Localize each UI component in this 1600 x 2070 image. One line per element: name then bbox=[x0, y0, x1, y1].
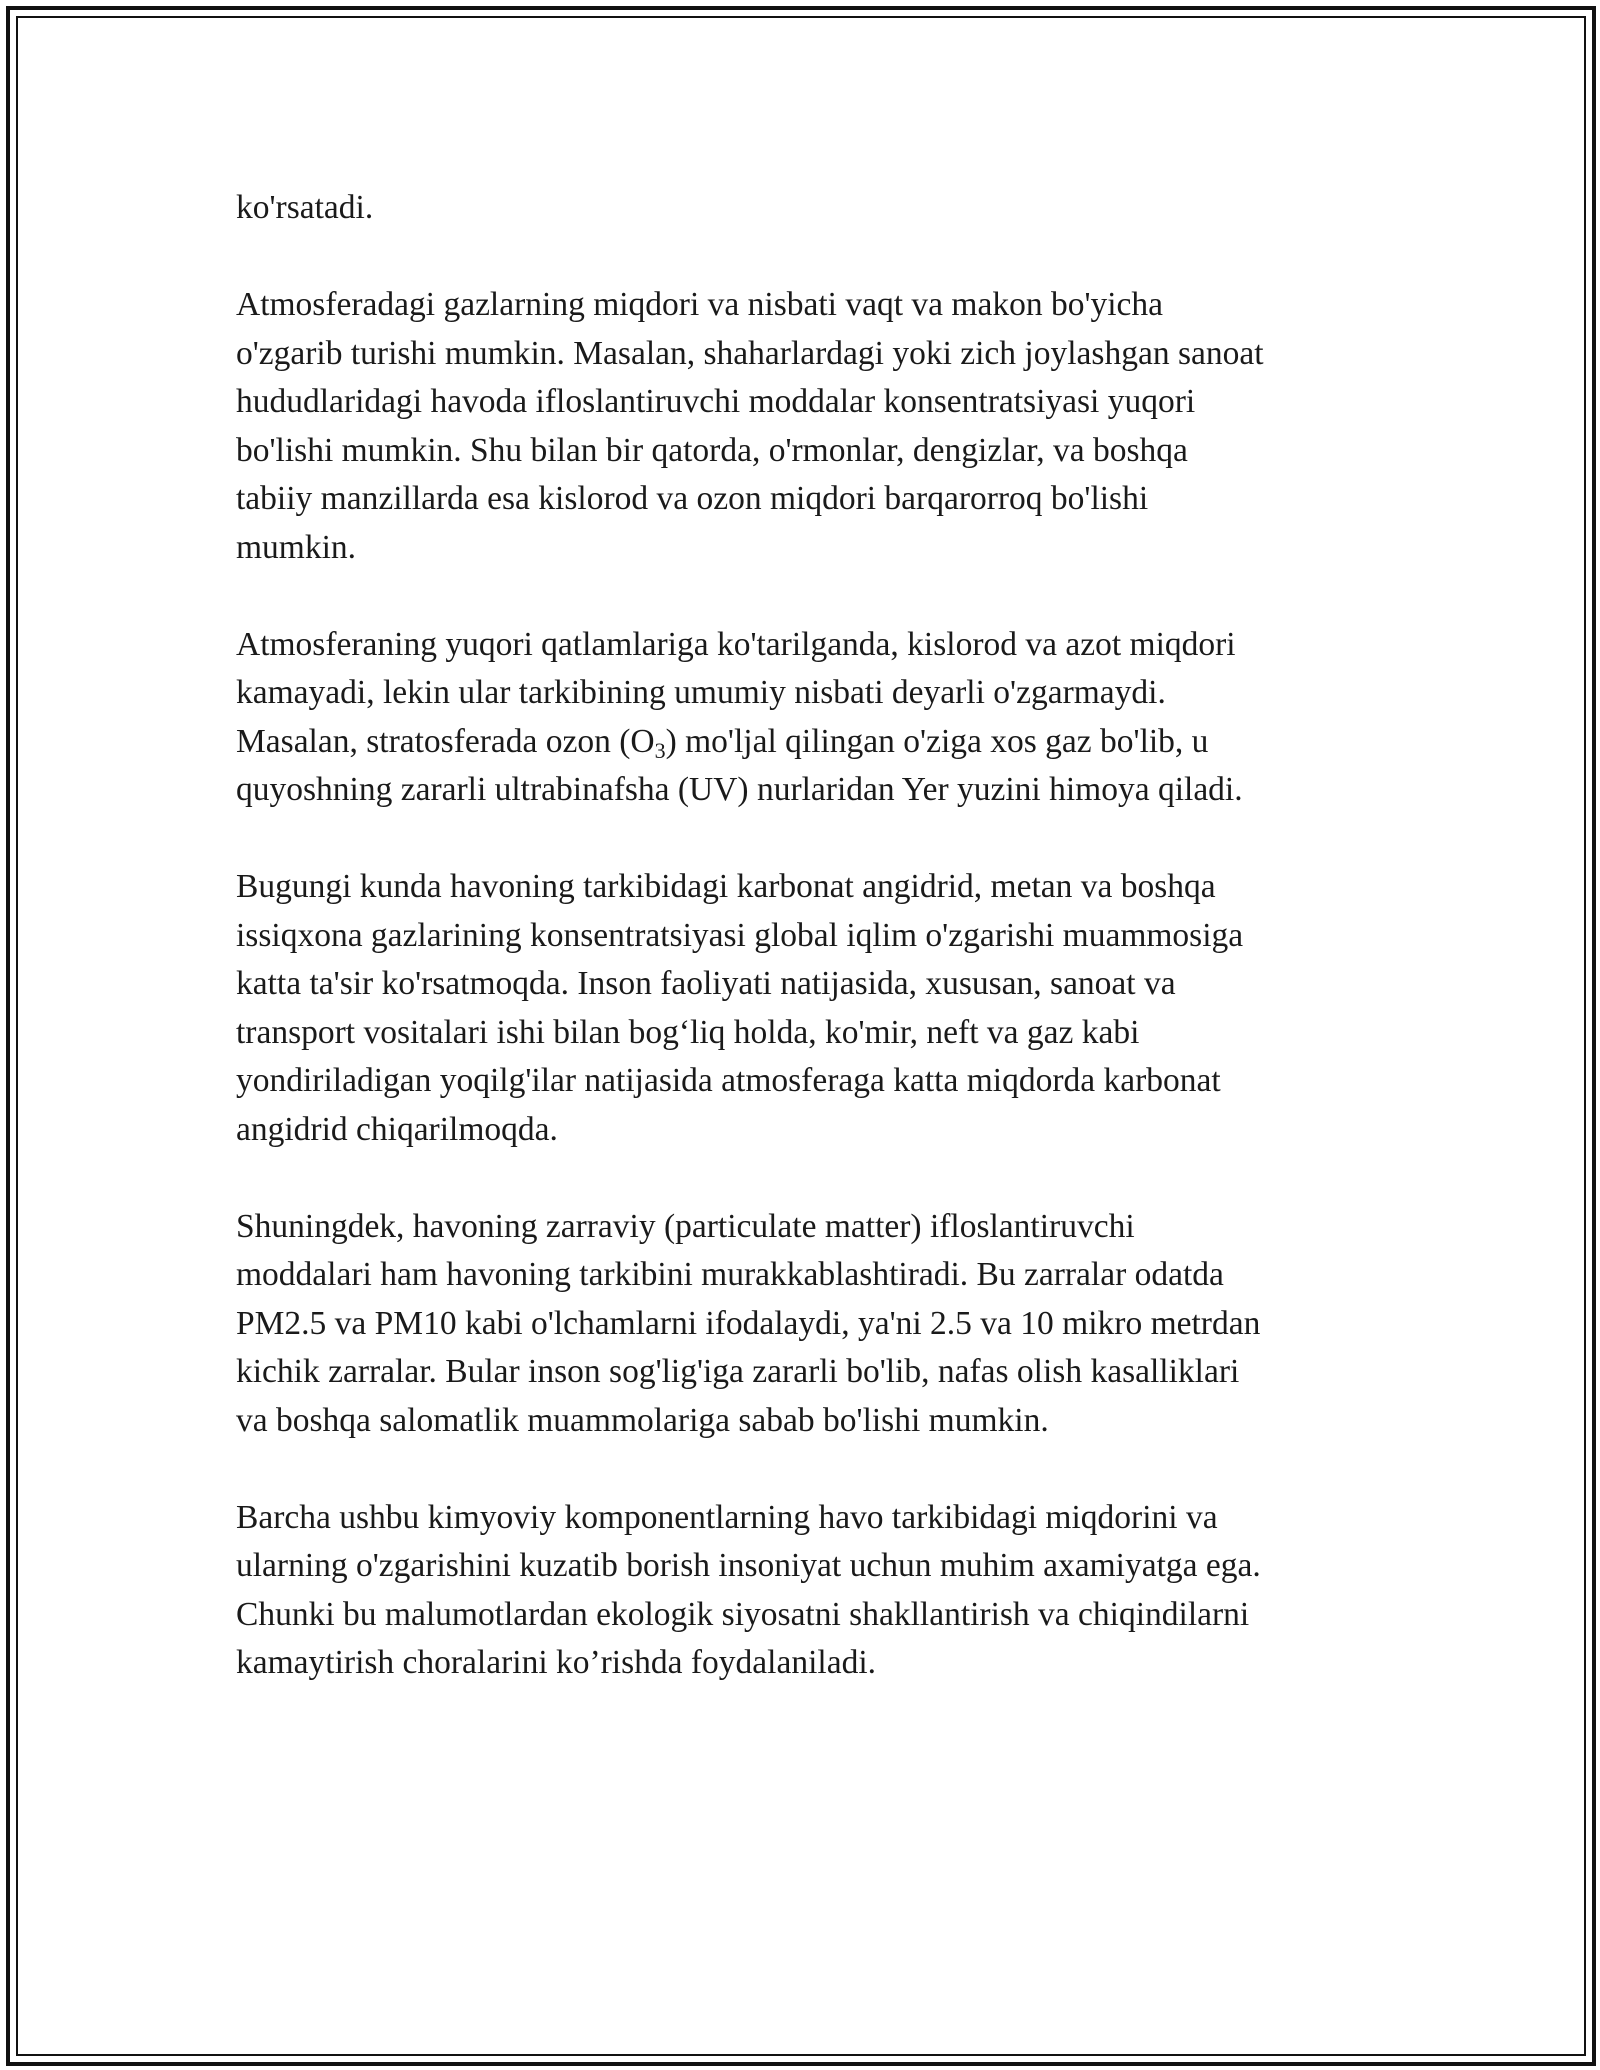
paragraph-4: Bugungi kunda havoning tarkibidagi karbonat angidrid, metan va boshqa issiqxona gazlarining konsentratsiyasi global iqlim o'zgarishi muammosiga katta ta'sir ko'rsatmoqda. Inson faoliyati natijasida, xususan, sanoat va transport vositalari ishi bilan bog‘liq holda, ko'mir, neft va gaz kabi yondiriladigan yoqilg'ilar natijasida atmosferaga katta miqdorda karbonat angidrid chiqarilmoqda. bbox=[236, 868, 1244, 1148]
paragraph-3-text-before: Atmosferaning yuqori qatlamlariga ko'tarilganda, kislorod va azot miqdori kamayadi, lekin ular tarkibining umumiy nisbati deyarli o'zgarmaydi. Masalan, stratosferada ozon (O bbox=[236, 625, 1236, 760]
paragraph-6: Barcha ushbu kimyoviy komponentlarning havo tarkibidagi miqdorini va ularning o'zgarishini kuzatib borish insoniyat uchun muhim axamiyatga ega. Chunki bu malumotlardan ekologik siyosatni shakllantirish va chiqindilarni kamaytirish choralarini ko’rishda foydalaniladi. bbox=[236, 1498, 1261, 1681]
paragraph-3-text-after: ) mo'ljal qilingan o'ziga xos gaz bo'lib, u quyoshning zararli ultrabinafsha (UV) nurlaridan Yer yuzini himoya qiladi. bbox=[236, 722, 1243, 808]
document-body bbox=[236, 184, 1386, 1736]
ozone-subscript: 3 bbox=[654, 737, 666, 763]
paragraph-5: Shuningdek, havoning zarraviy (particulate matter) ifloslantiruvchi moddalari ham havoning tarkibini murakkablashtiradi. Bu zarralar odatda PM2.5 va PM10 kabi o'lchamlarni ifodalaydi, ya'ni 2.5 va 10 mikro metrdan kichik zarralar. Bular inson sog'lig'iga zararli bo'lib, nafas olish kasalliklari va boshqa salomatlik muammolariga sabab bo'lishi mumkin. bbox=[236, 1207, 1261, 1439]
paragraph-3 bbox=[236, 621, 1386, 815]
paragraph-2: Atmosferadagi gazlarning miqdori va nisbati vaqt va makon bo'yicha o'zgarib turishi mumkin. Masalan, shaharlardagi yoki zich joylashgan sanoat hududlaridagi havoda ifloslantiruvchi moddalar konsentratsiyasi yuqori bo'lishi mumkin. Shu bilan bir qatorda, o'rmonlar, dengizlar, va boshqa tabiiy manzillarda esa kislorod va ozon miqdori barqarorroq bo'lishi mumkin. bbox=[236, 286, 1264, 566]
paragraph-1: ko'rsatadi. bbox=[236, 189, 374, 226]
